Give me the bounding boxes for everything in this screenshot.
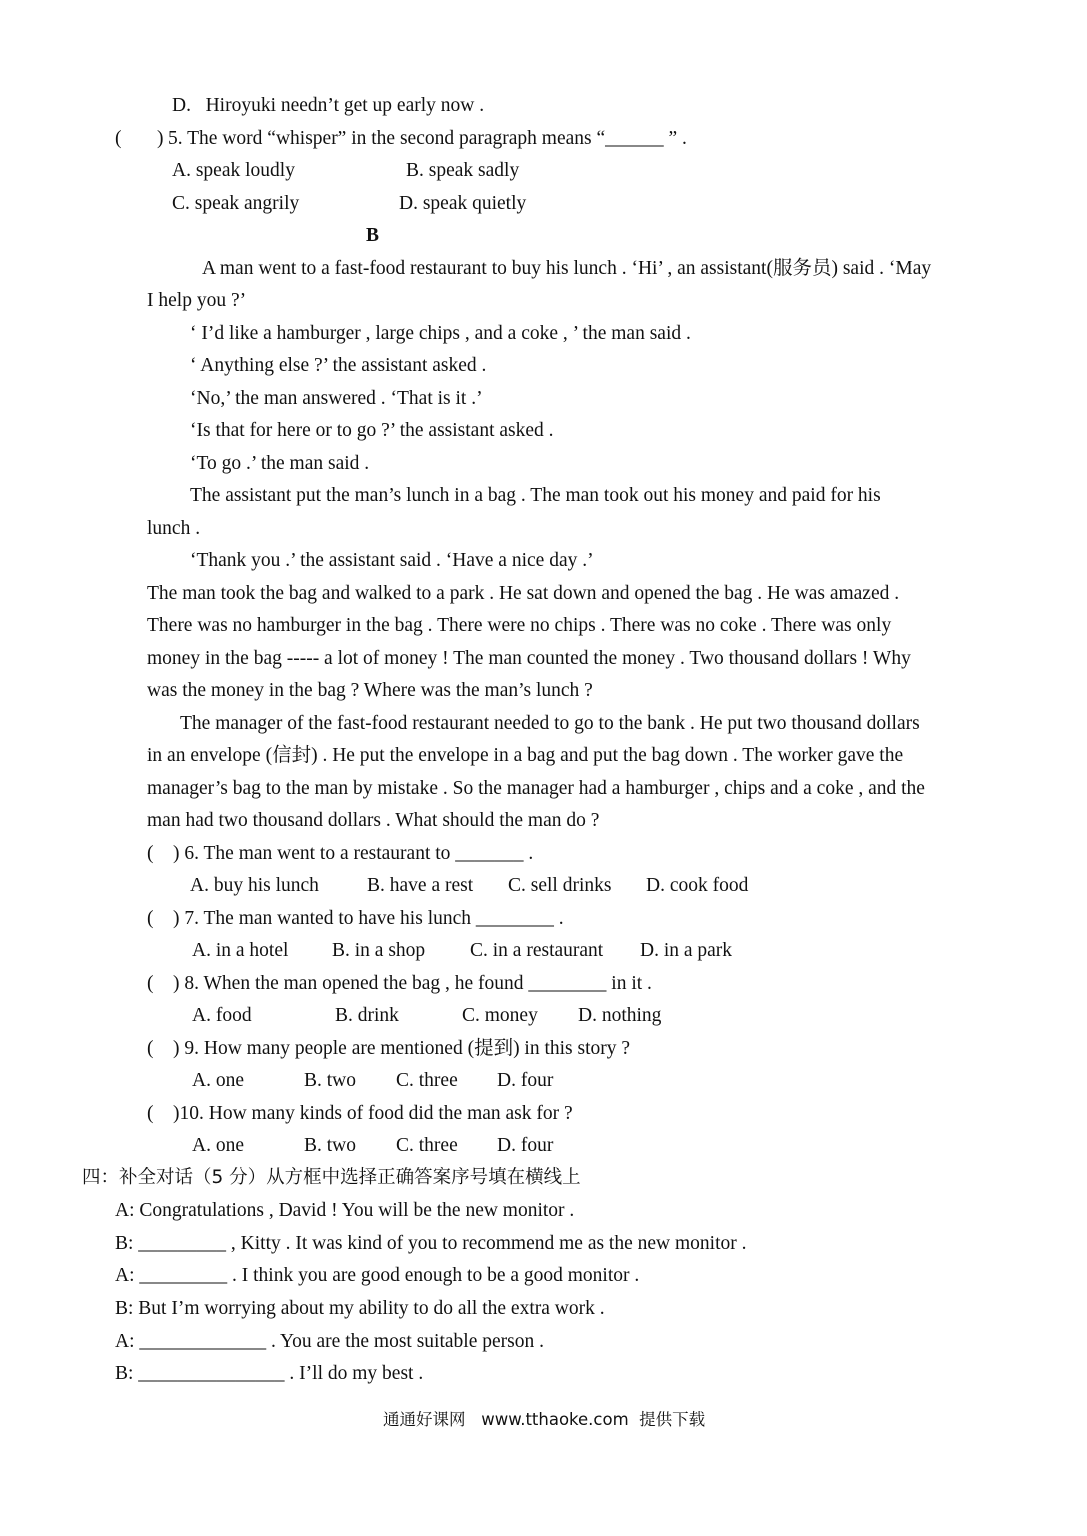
passage-line: ‘ I’d like a hamburger , large chips , and a coke , ’ the man said . [190,323,691,344]
question-stem: ( ) 9. How many people are mentioned (提到) in this story ? [147,1038,631,1059]
question-option: B. drink [335,1005,399,1026]
passage-b-label: B [366,225,380,246]
dialogue-line: B: _________ , Kitty . It was kind of you to recommend me as the new monitor . [115,1233,747,1254]
passage-line: in an envelope (信封) . He put the envelope in a bag and put the bag down . The worker gave the [147,745,904,766]
passage-line: There was no hamburger in the bag . There were no chips . There was no coke . There was only [147,615,892,636]
passage-line: manager’s bag to the man by mistake . So the manager had a hamburger , chips and a coke , and the [147,778,925,799]
question-stem: ( ) 8. When the man opened the bag , he found ________ in it . [147,973,652,994]
passage-line: A man went to a fast-food restaurant to buy his lunch . ‘Hi’ , an assistant(服务员) said . ‘May [202,258,932,279]
dialogue-line: A: Congratulations , David ! You will be the new monitor . [115,1200,575,1221]
passage-line: ‘Is that for here or to go ?’ the assistant asked . [190,420,554,441]
q5-stem: 5. The word “whisper” in the second paragraph means “______ ” . [168,128,687,149]
dialogue-line: A: _________ . I think you are good enough to be a good monitor . [115,1265,640,1286]
question-option: D. four [497,1070,554,1091]
passage-line: The man took the bag and walked to a park . He sat down and opened the bag . He was amazed . [147,583,900,604]
question-option: C. in a restaurant [470,940,604,961]
question-option: B. two [304,1135,357,1156]
question-option: B. have a rest [367,875,474,896]
passage-line: ‘No,’ the man answered . ‘That is it .’ [190,388,483,409]
section4-title: 四：补全对话（5 分）从方框中选择正确答案序号填在横线上 [82,1167,581,1188]
question-option: A. buy his lunch [190,875,319,896]
dialogue-line: B: But I’m worrying about my ability to do all the extra work . [115,1298,605,1319]
passage-line: The manager of the fast-food restaurant needed to go to the bank . He put two thousand dollars [180,713,920,734]
dialogue-line: A: _____________ . You are the most suitable person . [115,1331,544,1352]
q5-option-b: B. speak sadly [406,160,520,181]
question-stem: ( ) 6. The man went to a restaurant to _______ . [147,843,534,864]
passage-line: money in the bag ----- a lot of money ! The man counted the money . Two thousand dollars ! Why [147,648,911,669]
question-option: D. nothing [578,1005,662,1026]
passage-line: ‘ Anything else ?’ the assistant asked . [190,355,487,376]
passage-line: ‘Thank you .’ the assistant said . ‘Have a nice day .’ [190,550,594,571]
question-option: B. two [304,1070,357,1091]
dialogue-line: B: _______________ . I’ll do my best . [115,1363,424,1384]
question-option: A. one [192,1135,244,1156]
question-option: A. food [192,1005,252,1026]
passage-line: The assistant put the man’s lunch in a bag . The man took out his money and paid for his [190,485,881,506]
q5-answer-paren-open: ( [115,128,122,149]
question-option: D. in a park [640,940,733,961]
question-option: D. four [497,1135,554,1156]
question-option: B. in a shop [332,940,426,961]
question-stem: ( )10. How many kinds of food did the man ask for ? [147,1103,573,1124]
passage-line: I help you ?’ [147,290,247,311]
q5-option-c: C. speak angrily [172,193,300,214]
passage-line: was the money in the bag ? Where was the man’s lunch ? [147,680,593,701]
question-option: A. in a hotel [192,940,289,961]
question-stem: ( ) 7. The man wanted to have his lunch ________ . [147,908,564,929]
question-option: C. money [462,1005,538,1026]
question-option: D. cook food [646,875,749,896]
q4-option-d: D. Hiroyuki needn’t get up early now . [172,95,485,116]
q5-option-d: D. speak quietly [399,193,527,214]
passage-line: ‘To go .’ the man said . [190,453,370,474]
question-option: C. three [396,1070,458,1091]
question-option: C. sell drinks [508,875,612,896]
question-option: C. three [396,1135,458,1156]
passage-line: man had two thousand dollars . What should the man do ? [147,810,600,831]
passage-line: lunch . [147,518,201,539]
q5-answer-paren-close: ) [157,128,164,149]
question-option: A. one [192,1070,244,1091]
q5-option-a: A. speak loudly [172,160,295,181]
page-footer: 通通好课网 www.tthaoke.com 提供下载 [383,1410,706,1429]
